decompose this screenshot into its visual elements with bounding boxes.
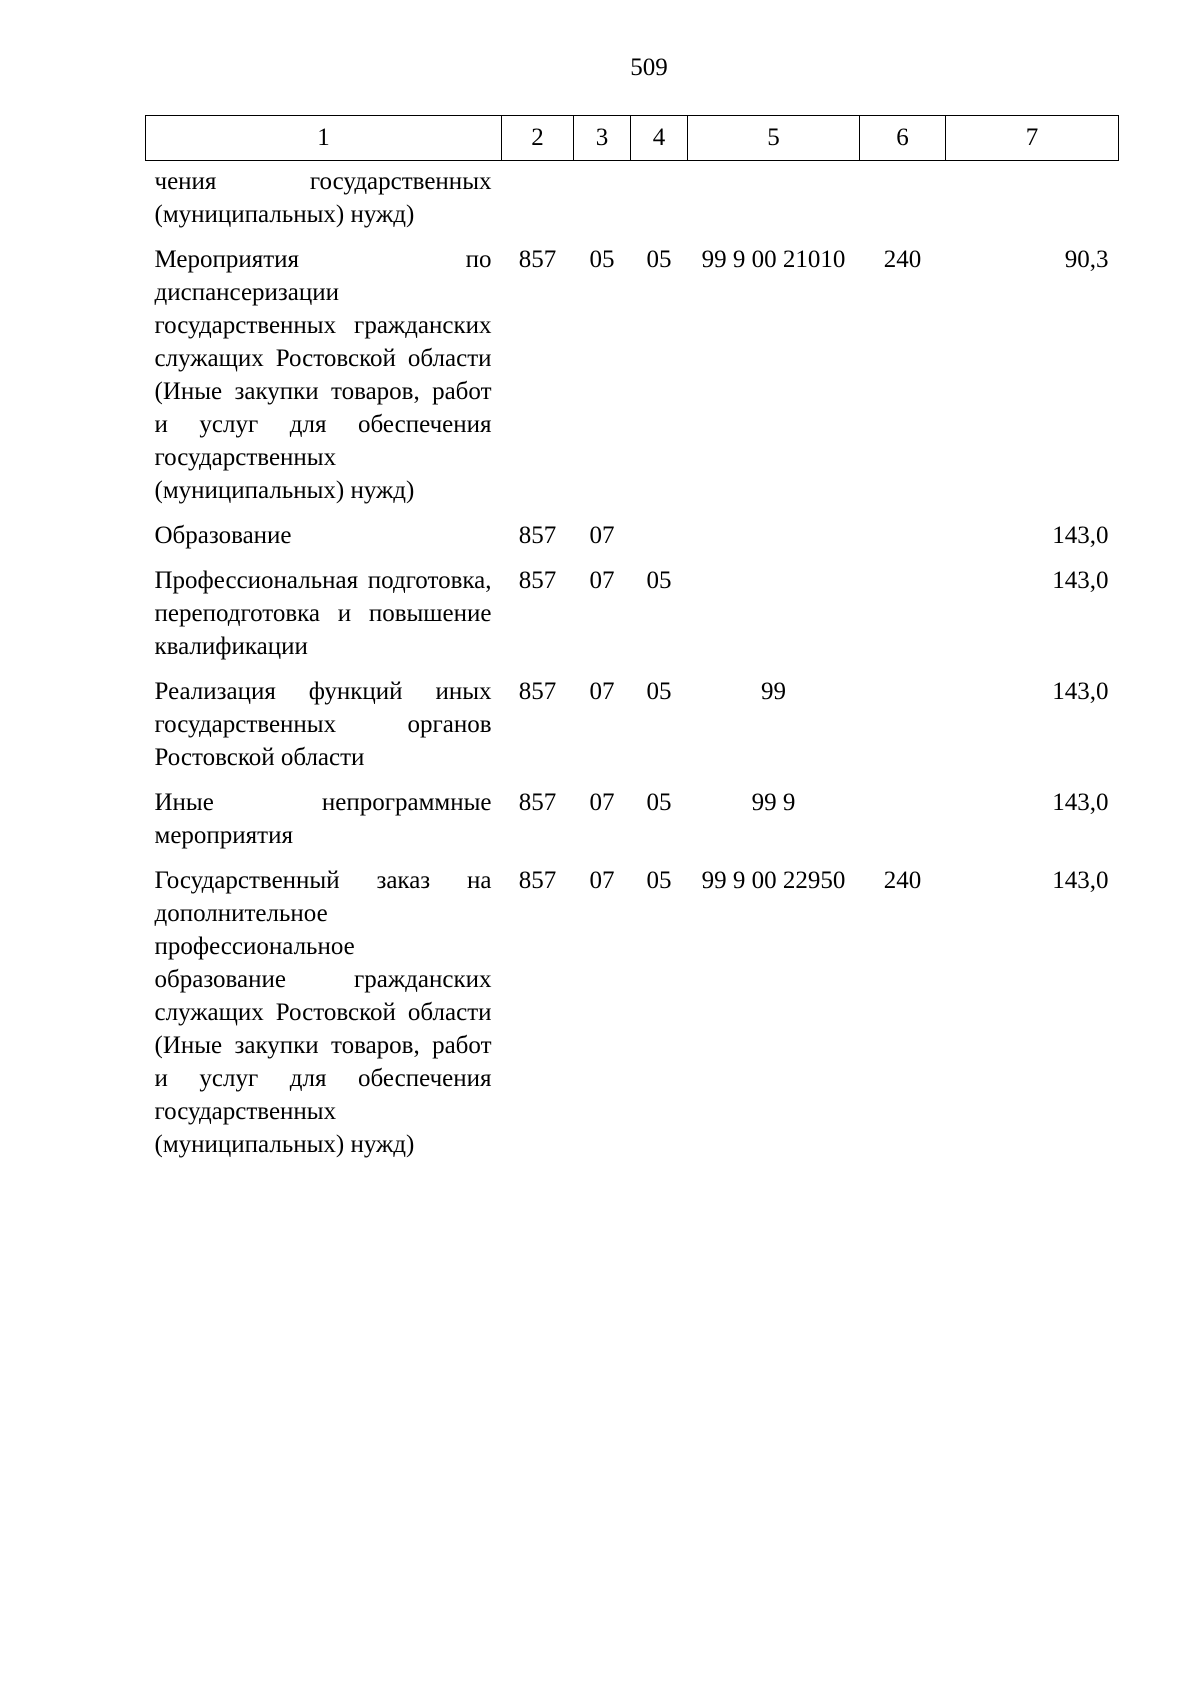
row-name: Реализация функций иных государственных органов Ростовской области xyxy=(154,678,492,771)
cell-col3: 07 xyxy=(589,789,615,816)
table-row xyxy=(146,864,1119,1161)
cell-col6 xyxy=(860,519,946,564)
cell-col2: 857 xyxy=(518,567,557,594)
cell-col4: 05 xyxy=(646,567,672,594)
cell-col5: 99 9 xyxy=(751,789,796,816)
cell-col2: 857 xyxy=(518,678,557,705)
cell-col6 xyxy=(860,564,946,675)
cell-col4 xyxy=(631,519,688,564)
column-header-6: 6 xyxy=(860,116,946,161)
table-row xyxy=(146,675,1119,786)
cell-col3: 07 xyxy=(589,522,615,549)
cell-col5: 99 9 00 21010 xyxy=(701,246,846,273)
budget-table xyxy=(145,115,1119,1161)
cell-col7 xyxy=(946,161,1119,244)
cell-col5 xyxy=(688,519,860,564)
table-row xyxy=(146,519,1119,564)
row-name: Образование xyxy=(154,522,292,549)
row-name: Профессиональная подготовка, переподготовка и повышение квалификации xyxy=(154,567,492,660)
cell-col6 xyxy=(860,675,946,786)
column-header-4: 4 xyxy=(631,116,688,161)
cell-col2: 857 xyxy=(518,789,557,816)
table-header-row xyxy=(146,116,1119,161)
cell-col2: 857 xyxy=(518,867,557,894)
cell-col3: 07 xyxy=(589,567,615,594)
table-row xyxy=(146,564,1119,675)
cell-col2: 857 xyxy=(518,246,557,273)
cell-col7: 143,0 xyxy=(1052,567,1109,594)
row-name: Мероприятия по диспансеризации государственных гражданских служащих Ростовской области (Иные закупки товаров, работ и услуг для обеспечения государственных (муниципальных) нужд) xyxy=(154,246,492,504)
column-header-1: 1 xyxy=(146,116,502,161)
cell-col2 xyxy=(502,161,574,244)
cell-col4: 05 xyxy=(646,678,672,705)
row-name: Государственный заказ на дополнительное профессиональное образование гражданских служащих Ростовской области (Иные закупки товаров, работ и услуг для обеспечения государственных (муниципальных) нужд) xyxy=(154,867,492,1158)
cell-col7: 90,3 xyxy=(1064,246,1109,273)
cell-col3: 07 xyxy=(589,867,615,894)
cell-col7: 143,0 xyxy=(1052,522,1109,549)
column-header-5: 5 xyxy=(688,116,860,161)
cell-col3 xyxy=(574,161,631,244)
cell-col2: 857 xyxy=(518,522,557,549)
cell-col4: 05 xyxy=(646,789,672,816)
cell-col4: 05 xyxy=(646,246,672,273)
cell-col5: 99 9 00 22950 xyxy=(701,867,846,894)
cell-col7: 143,0 xyxy=(1052,789,1109,816)
table-row xyxy=(146,243,1119,519)
column-header-3: 3 xyxy=(574,116,631,161)
cell-col3: 07 xyxy=(589,678,615,705)
cell-col6 xyxy=(860,161,946,244)
cell-col5 xyxy=(688,161,860,244)
cell-col7: 143,0 xyxy=(1052,867,1109,894)
cell-col5: 99 xyxy=(761,678,786,705)
table-row xyxy=(146,161,1119,244)
column-header-2: 2 xyxy=(502,116,574,161)
cell-col4: 05 xyxy=(646,867,672,894)
cell-col3: 05 xyxy=(589,246,615,273)
row-name: Иные непрограммные мероприятия xyxy=(154,789,492,849)
cell-col6 xyxy=(860,786,946,864)
cell-col5 xyxy=(688,564,860,675)
cell-col6: 240 xyxy=(883,246,922,273)
cell-col4 xyxy=(631,161,688,244)
cell-col6: 240 xyxy=(883,867,922,894)
row-name: чения государственных (муниципальных) нужд) xyxy=(154,168,492,228)
column-header-7: 7 xyxy=(946,116,1119,161)
page-number: 509 xyxy=(630,54,668,81)
table-row xyxy=(146,786,1119,864)
cell-col7: 143,0 xyxy=(1052,678,1109,705)
